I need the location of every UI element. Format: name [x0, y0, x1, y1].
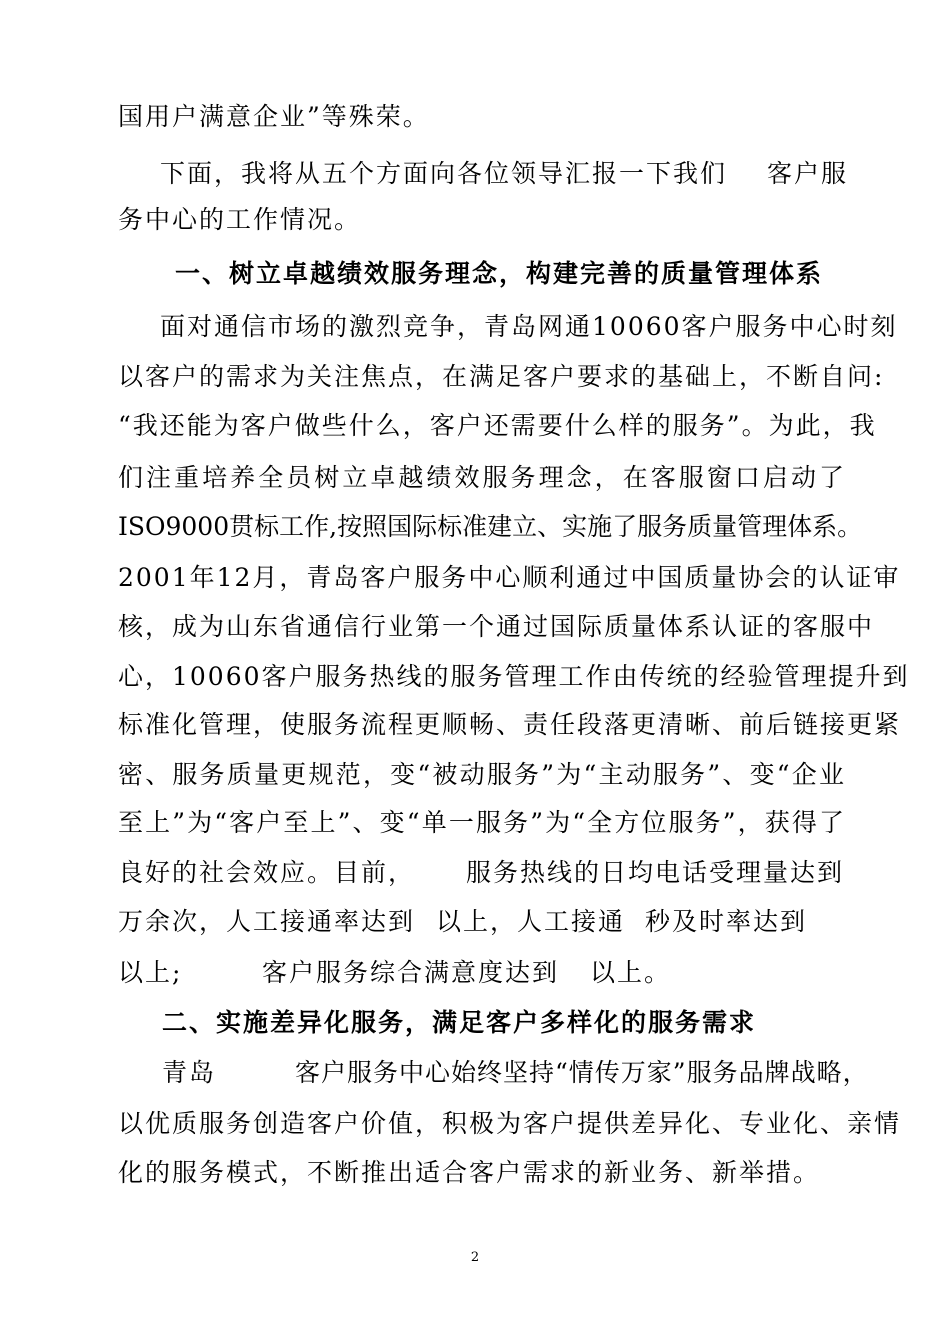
paragraph-line: 化的服务模式，不断推出适合客户需求的新业务、新举措。 — [118, 1158, 821, 1187]
paragraph-line-fragment: 客户服务中心始终坚持“情传万家”服务品牌战略， — [295, 1058, 869, 1087]
paragraph-line: 国用户满意企业”等殊荣。 — [118, 102, 430, 131]
paragraph-line: 标准化管理，使服务流程更顺畅、责任段落更清晰、前后链接更紧 — [118, 710, 902, 739]
paragraph-line: 2001年12月，青岛客户服务中心顺利通过中国质量协会的认证审 — [118, 563, 901, 592]
paragraph-line: 核，成为山东省通信行业第一个通过国际质量体系认证的客服中 — [118, 612, 875, 641]
paragraph-line-fragment: 服务热线的日均电话受理量达到 — [466, 858, 845, 887]
paragraph-line: 下面，我将从五个方面向各位领导汇报一下我们 — [160, 159, 728, 188]
paragraph-line: 面对通信市场的激烈竞争，青岛网通10060客户服务中心时刻 — [160, 312, 898, 341]
paragraph-line-fragment: 秒及时率达到 — [645, 907, 808, 936]
paragraph-line: 以上; — [118, 958, 183, 987]
paragraph-line-fragment: 以上，人工接通 — [436, 907, 626, 936]
paragraph-line: 务中心的工作情况。 — [118, 205, 362, 234]
paragraph-line: “我还能为客户做些什么，客户还需要什么样的服务”。为此，我 — [118, 411, 877, 440]
paragraph-line: 万余次，人工接通率达到 — [118, 907, 416, 936]
paragraph-line: 们注重培养全员树立卓越绩效服务理念，在客服窗口启动了 — [118, 463, 846, 492]
paragraph-line: 青岛 — [162, 1058, 217, 1087]
paragraph-line: ISO9000贯标工作,按照国际标准建立、实施了服务质量管理体系。 — [118, 512, 863, 541]
paragraph-line: 以优质服务创造客户价值，积极为客户提供差异化、专业化、亲情 — [118, 1109, 902, 1138]
paragraph-line-fragment: 客户服务综合满意度达到 — [262, 958, 560, 987]
paragraph-line-fragment: 客户服 — [767, 159, 849, 188]
section-heading-2: 二、实施差异化服务，满足客户多样化的服务需求 — [162, 1008, 757, 1037]
paragraph-line: 至上”为“客户至上”、变“单一服务”为“全方位服务”，获得了 — [118, 808, 846, 837]
paragraph-line: 以客户的需求为关注焦点，在满足客户要求的基础上，不断自问: — [118, 362, 885, 391]
section-heading-1: 一、树立卓越绩效服务理念，构建完善的质量管理体系 — [175, 259, 824, 288]
paragraph-line: 密、服务质量更规范，变“被动服务”为“主动服务”、变“企业 — [118, 760, 846, 789]
paragraph-line: 良好的社会效应。目前， — [118, 858, 416, 887]
page-number: 2 — [470, 1250, 480, 1265]
paragraph-line: 心，10060客户服务热线的服务管理工作由传统的经验管理提升到 — [118, 662, 910, 691]
paragraph-line-fragment: 以上。 — [590, 958, 672, 987]
